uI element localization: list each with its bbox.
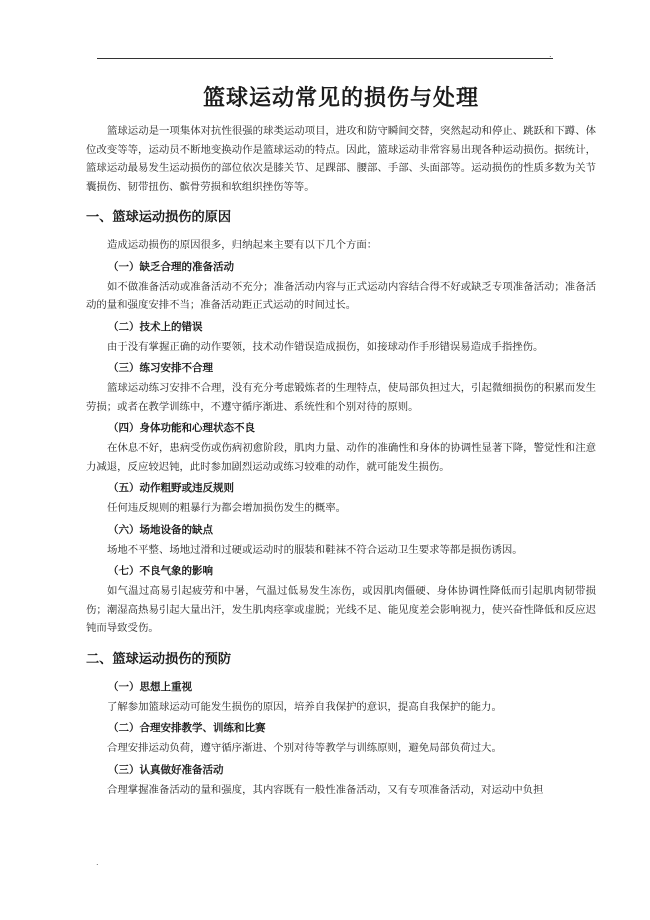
subheading: （二）技术上的错误 xyxy=(108,320,203,333)
subheading: （七）不良气象的影响 xyxy=(108,565,213,577)
paragraph: 合理掌握准备活动的量和强度，其内容既有一般性准备活动，又有专项准备活动，对运动中负担 xyxy=(107,783,544,796)
document-body xyxy=(86,84,596,799)
subheading: （六）场地设备的缺点 xyxy=(108,523,213,536)
paragraph: 在休息不好，患病受伤或伤病初愈阶段，肌肉力量、动作的准确性和身体的协调性显著下降，警觉性和注意力减退，反应较迟钝，此时参加剧烈运动或练习较难的动作，就可能发生损伤。 xyxy=(86,442,596,473)
subheading: （五）动作粗野或违反规则 xyxy=(108,482,234,494)
paragraph: 如不做准备活动或准备活动不充分；准备活动内容与正式运动内容结合得不好或缺乏专项准备活动；准备活动的量和强度安排不当；准备活动距正式运动的时间过长。 xyxy=(86,280,596,311)
paragraph: 场地不平整、场地过滑和过硬或运动时的服装和鞋袜不符合运动卫生要求等都是损伤诱因。 xyxy=(107,543,523,556)
subheading: （四）身体功能和心理状态不良 xyxy=(108,422,255,434)
section-lead: 造成运动损伤的原因很多，归纳起来主要有以下几个方面： xyxy=(107,239,378,251)
page-title: 篮球运动常见的损伤与处理 xyxy=(202,86,479,111)
paragraph: 由于没有掌握正确的动作要领，技术动作错误造成损伤，如接球动作手形错误易造成手指挫伤。 xyxy=(107,340,544,353)
section-heading: 二、篮球运动损伤的预防 xyxy=(86,651,232,667)
paragraph: 了解参加篮球运动可能发生损伤的原因，培养自我保护的意识，提高自我保护的能力。 xyxy=(107,700,502,713)
subheading: （一）思想上重视 xyxy=(108,680,192,693)
paragraph: 合理安排运动负荷，遵守循序渐进、个别对待等教学与训练原则，避免局部负荷过大。 xyxy=(107,742,502,754)
paragraph: 任何违反规则的粗暴行为都会增加损伤发生的概率。 xyxy=(107,502,346,514)
section-heading: 一、篮球运动损伤的原因 xyxy=(86,210,232,225)
paragraph: 如气温过高易引起疲劳和中暑，气温过低易发生冻伤，或因肌肉僵硬、身体协调性降低而引起肌肉韧带损伤；潮湿高热易引起大量出汗，发生肌肉痉挛或虚脱；光线不足、能见度差会影响视力，使兴奋性降低和反应迟钝而导致受伤。 xyxy=(86,585,596,634)
subheading: （三）练习安排不合理 xyxy=(108,362,213,374)
header-rule xyxy=(97,58,553,59)
paragraph: 篮球运动练习安排不合理，没有充分考虑锻炼者的生理特点，使局部负担过大，引起微细损伤的积累而发生劳损；或者在教学训练中，不遵守循序渐进、系统性和个别对待的原则。 xyxy=(86,382,596,413)
subheading: （一）缺乏合理的准备活动 xyxy=(108,260,234,273)
subheading: （二）合理安排教学、训练和比赛 xyxy=(108,722,266,734)
intro-paragraph: 篮球运动是一项集体对抗性很强的球类运动项目，进攻和防守瞬间交替，突然起动和停止、跳跃和下蹲、体位改变等等，运动员不断地变换动作是篮球运动的特点。因此，篮球运动非常容易出现各种运动损伤。据统计，篮球运动最易发生运动损伤的部位依次是膝关节、足踝部、腰部、手部、头面部等。运动损伤的性质多数为关节囊损伤、韧带扭伤、髌骨劳损和软组织挫伤等等。 xyxy=(86,125,596,193)
subheading: （三）认真做好准备活动 xyxy=(108,763,224,776)
section-causes xyxy=(86,208,596,638)
footer-mark: . xyxy=(96,858,99,867)
section-prevention xyxy=(86,650,596,800)
header-mark: . xyxy=(549,50,552,59)
